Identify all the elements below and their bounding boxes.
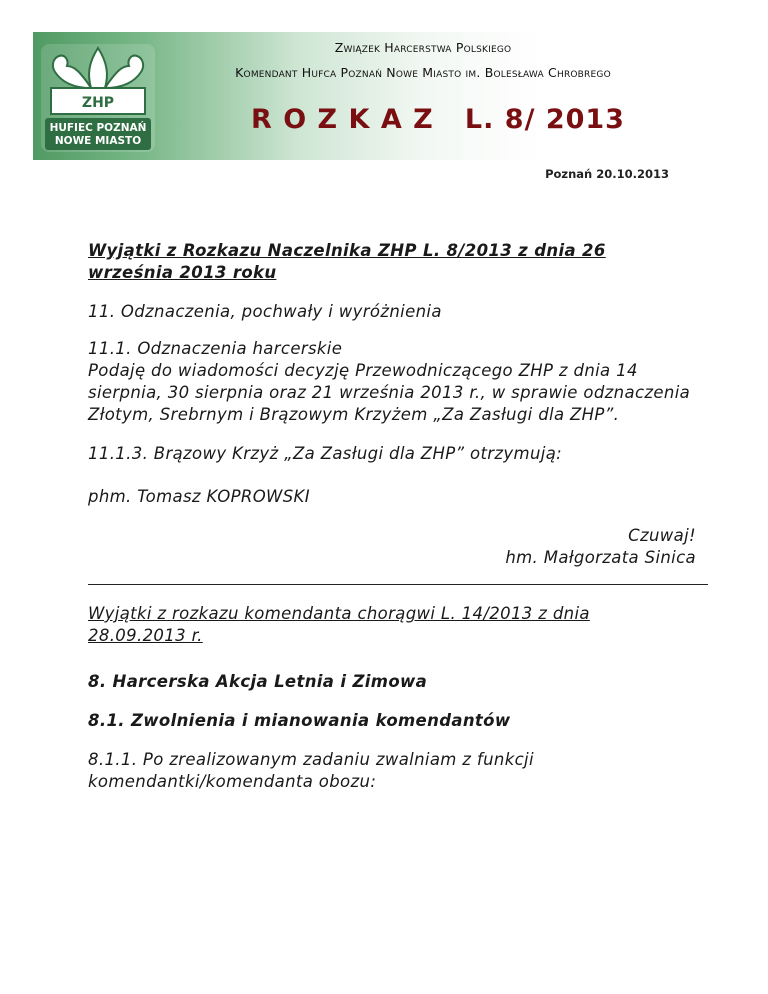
section-11-title: 11. Odznaczenia, pochwały i wyróżnienia [88,302,442,321]
section-811-line2: komendantki/komendanta obozu: [88,772,377,791]
section1-heading [88,240,708,284]
place-and-date: Poznań 20.10.2013 [545,167,669,181]
logo-zhp-text: ZHP [81,95,115,111]
section-811-line1: 8.1.1. Po zrealizowanym zadaniu zwalniam z funkcji [88,750,534,769]
section-811-text [88,749,708,793]
recipient: phm. Tomasz KOPROWSKI [88,487,310,506]
section-111-body: Podaję do wiadomości decyzję Przewodniczącego ZHP z dnia 14 sierpnia, 30 sierpnia oraz 21 września 2013 r., w sprawie odznaczenia Złotym, Srebrnym i Brązowym Krzyżem „Za Zasługi dla ZHP”. [88,361,691,424]
organization-name: Związek Harcerstwa Polskiego [334,40,512,55]
commander-name: Komendant Hufca Poznań Nowe Miasto im. Bolesława Chrobrego [235,65,611,80]
zhp-lily-logo [41,44,155,152]
section-1113-title: 11.1.3. Brązowy Krzyż „Za Zasługi dla ZHP” otrzymują: [88,444,563,463]
section2-heading [88,603,708,647]
signature: hm. Małgorzata Sinica [505,548,696,567]
section-divider [88,584,708,585]
document-body [88,240,708,793]
section-111-title: 11.1. Odznaczenia harcerskie [88,339,343,358]
order-title: R O Z K A Z L. 8/ 2013 [251,104,625,135]
document-header [33,32,669,160]
section-8-title: 8. Harcerska Akcja Letnia i Zimowa [88,672,428,691]
greeting: Czuwaj! [628,526,696,545]
section2-heading-line1: Wyjątki z rozkazu komendanta chorągwi L. 14/2013 z dnia [88,604,590,623]
section2-heading-line2: 28.09.2013 r. [88,626,203,645]
section-81-title: 8.1. Zwolnienia i mianowania komendantów [88,711,511,730]
logo-line2-text: NOWE MIASTO [54,135,142,147]
section1-heading-line1: Wyjątki z Rozkazu Naczelnika ZHP L. 8/2013 z dnia 26 [88,241,606,260]
logo-line1-text: HUFIEC POZNAŃ [49,122,147,134]
section1-heading-line2: września 2013 roku [88,263,277,282]
